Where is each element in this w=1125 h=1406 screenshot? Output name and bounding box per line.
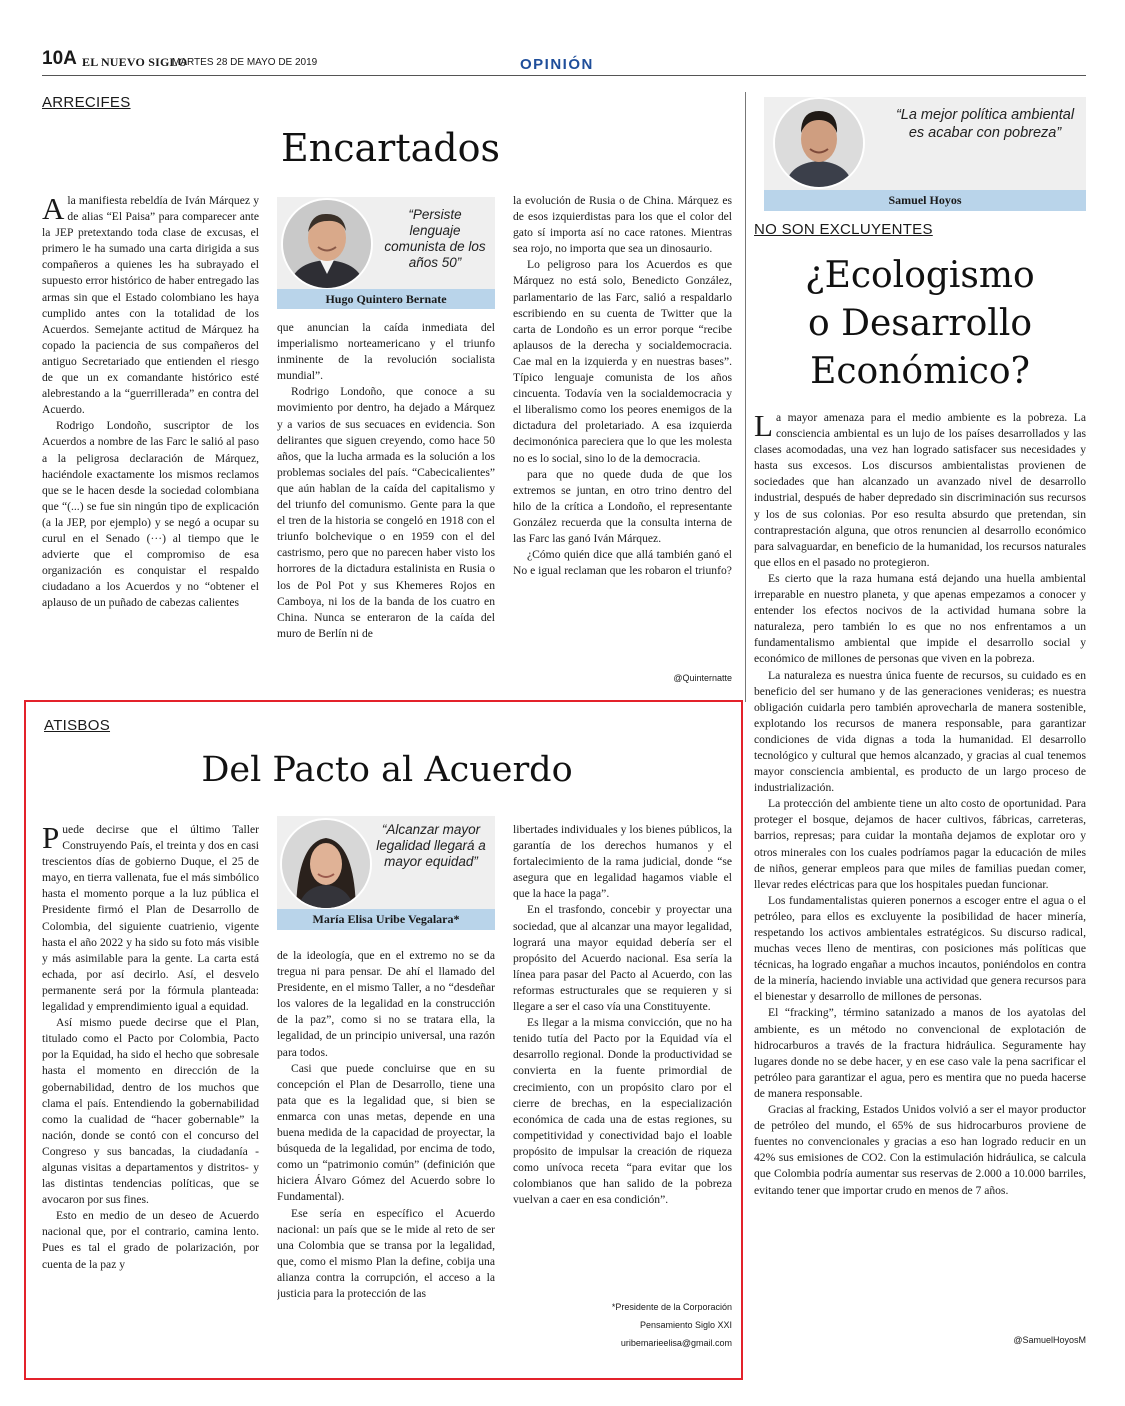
column-divider <box>745 92 746 702</box>
signoff-line: *Presidente de la Corporación <box>611 1302 732 1312</box>
article1-paragraph: para que no quede duda de que los extremos se juntan, en otro trino dentro del hilo de la crítica a Londoño, el representante González recuerda que la consulta interna de las Farc las ganó Iván Márquez. <box>513 467 732 545</box>
article1-paragraph: Ala manifiesta rebeldía de Iván Márquez y de alias “El Paisa” para comparecer ante la JEP pretextando toda clase de excusas, el primero le ha sumado una carta dirigida a sus compañeros a quienes les ha subrayado el supuesto error histórico de haber entregado las armas sin que el Estado colombiano les haya cumplido antes con la totalidad de los Acuerdos. Semejante actitud de Márquez ha copado la paciencia de sus compañeros del antiguo Secretariado que entienden el riesgo de que un ex comandante histórico esté alebrestando a la “guerrillerada” en contra del Acuerdo. <box>42 193 259 417</box>
article3-pullquote-text: “Alcanzar mayor legalidad llegará a mayor equidad” <box>376 822 486 869</box>
article3-dropcap: P <box>42 822 60 855</box>
article3-paragraph: Esto en medio de un deseo de Acuerdo nacional que, por el contrario, camina lento. Pues es tal el grado de polarización, por cuenta de la paz y <box>42 1209 259 1271</box>
article2-dropcap: L <box>754 410 773 443</box>
section-title: OPINIÓN <box>520 56 594 73</box>
article3-col2 <box>277 948 495 1352</box>
article1-col2 <box>277 320 495 686</box>
article3-paragraph: Ese sería en específico el Acuerdo nacional: un país que se le mide al reto de ser una Colombia que se transa por la legalidad, que, como el mismo Plan la define, cobija una alianza contra la corrupción, el acceso a la justicia para la protección de las <box>277 1206 495 1300</box>
article2-paragraph: La mayor amenaza para el medio ambiente es la pobreza. La consciencia ambiental es un lujo de los países desarrollados y las clases acomodadas, una vez han logrado satisfacer sus necesidades y hasta sus excesos. Los discursos ambientalistas provienen de sociedades que han alcanzado un avanzado nivel de desarrollo industrial, después de haber depredado sin discriminación sus recursos y los de sus colonias. Por eso resulta absurdo que pretendan, sin contraprestación alguna, que otros renuncien al desarrollo económico para salvaguardar, en beneficio de la humanidad, los recursos naturales que ellos en el pasado no protegieron. <box>754 410 1086 569</box>
article1-dropcap: A <box>42 193 65 226</box>
signoff-line: Pensamiento Siglo XXI <box>639 1320 732 1330</box>
article2-twitter-handle[interactable]: @SamuelHoyosM <box>1013 1335 1086 1345</box>
article2-paragraph: Los fundamentalistas quieren ponernos a escoger entre el agua o el petróleo, para ellos es excluyente la posibilidad de hacer minería, respetando los activos ambientales estratégicos. Su discurso radical, muchas veces lleno de mentiras, con posiciones más políticas que técnicas, ha logrado engañar a muchos incautos, poniéndolos en contra de la minería, haciendo inviable una actividad que genera recursos para el bienestar y desarrollo de millones de personas. <box>754 893 1086 1004</box>
article3-author-name: María Elisa Uribe Vegalara* <box>277 909 495 930</box>
article1-paragraph: Rodrigo Londoño, suscriptor de los Acuerdos a nombre de las Farc le salió al paso a la peligrosa declaración de Márquez, haciéndole exactamente los mismos reclamos que se le hacen desde la sociedad colombiana que “(...) se fue sin ningún tipo de explicación (a la JEP, por ejemplo) y se negó a ocupar su curul en el Senado (···) al tiempo que le advierte que el compromiso de esa organización es conquistar el respaldo ciudadano a los Acuerdos y no “obtener el aplauso de un puñado de cabezas calientes <box>42 419 259 610</box>
article2-author-name: Samuel Hoyos <box>764 190 1086 211</box>
article3-paragraph: Es llegar a la misma convicción, que no ha tenido tutía del Pacto por la Equidad vía el desarrollo regional. Donde la productividad se convierta en la fuente primordial de crecimiento, con un propósito claro por el cierre de brechas, en la especialización económica de cada una de estas regiones, su competitividad y conectividad bajo el loable propósito de impulsar la creación de riqueza como unívoca receta “para evitar que los colombianos que han salido de la pobreza vuelvan a caer en esa condición”. <box>513 1016 732 1207</box>
article1-kicker: ARRECIFES <box>42 94 131 111</box>
article1-paragraph: Rodrigo Londoño, que conoce a su movimiento por dentro, ha dejado a Márquez y a varios de sus secuaces en evidencia. Son delirantes que siguen creyendo, como hace 50 años, que la lucha armada es la solución a los problemas sociales del país. “Cabecicalientes” que aún hablan de la caída del capitalismo y del triunfo del comunismo. Gente para la que el tren de la historia se congeló en 1918 con el triunfo bolchevique o en 1959 con el del castrismo, pero que no parecen haber visto los horrores de la dictadura estalinista en Rusia o los de Pol Pot y sus Khemeres Rojos en Camboya, ni los de la banda de los cuatro en China. Nunca se enteraron de la caída del muro de Berlín ni de <box>277 385 495 640</box>
article2-body <box>754 410 1086 1330</box>
publication-name: EL NUEVO SIGLO <box>82 55 188 69</box>
article2-title: ¿Ecologismo o Desarrollo Económico? <box>805 255 1035 392</box>
article1-paragraph: que anuncian la caída inmediata del imperialismo norteamericano y el triunfo inminente de la revolución socialista mundial”. <box>277 321 495 383</box>
article1-twitter-handle[interactable]: @Quinternatte <box>673 673 732 683</box>
article2-kicker: NO SON EXCLUYENTES <box>754 221 933 238</box>
article3-col3 <box>513 822 732 1300</box>
article3-title: Del Pacto al Acuerdo <box>201 750 573 790</box>
article1-col3 <box>513 193 732 667</box>
article2-paragraph: La protección del ambiente tiene un alto costo de oportunidad. Para proteger el bosque, dejamos de hacer cultivos, fábricas, carreteras, barrios, represas; para cuidar la montaña dejamos de explotar oro y otros minerales con los cuales podríamos pagar la educación de miles de niños, generar empleos para que miles de familias puedan comer, llevar redes eléctricas para que los hospitales puedan funcionar. <box>754 797 1086 891</box>
article3-paragraph: Puede decirse que el último Taller Construyendo País, el treinta y dos en casi trescientos días de gobierno Duque, el 25 de mayo, en tierra vallenata, fue el más simbólico hasta el momento porque a la luz pública el Presidente firmó el Plan de Desarrollo de Colombia, del siguiente cuatrienio, vigente hasta el año 2022 y ha sido su foto más visible y más asimilable para la gente. La carta está echada, por así decirlo. Así, el desvelo permanente será por la fórmula planteada: legalidad y emprendimiento igual a equidad. <box>42 822 259 1014</box>
author-portrait-maria-elisa <box>280 818 372 910</box>
issue-date: MARTES 28 DE MAYO DE 2019 <box>172 57 318 68</box>
page-number: 10A <box>42 48 77 69</box>
author-portrait-samuel <box>773 97 865 189</box>
author-portrait-hugo <box>281 198 373 290</box>
article1-paragraph: Lo peligroso para los Acuerdos es que Márquez no está solo, Benedicto González, parlamentario de las Farc, salió a respaldarlo escribiendo en su cuenta de Twitter que la carta de Londoño es un error porque “recibe aplausos de la derecha y socialdemocracia. Cae mal en la izquierda y en nuestras bases”. Típico lenguaje comunista de los años cincuenta. Todavía ven la socialdemocracia y el liberalismo como los peores enemigos de la dictadura del proletariado. A esa izquierda decimonónica pareciera que lo que les molesta no es lo social, sino lo de la democracia. <box>513 258 732 465</box>
article2-paragraph: El “fracking”, término satanizado a manos de los ayatolas del ambiente, es un método no convencional de explotación de hidrocarburos a través de la fractura hidráulica. Seguramente hay lugares donde no se debe hacer, y en ese caso vale la pena sacrificar el petróleo para garantizar el agua, pero es mentira que no pueda hacerse de manera responsable. <box>754 1006 1086 1100</box>
article3-signoff <box>533 1298 732 1352</box>
article3-paragraph: Así mismo puede decirse que el Plan, titulado como el Pacto por Colombia, Pacto por la Equidad, ha sido el hecho que sobresale hasta el momento en dirección de la gobernabilidad, dentro de los muchos que clama el país. Entendiendo la gobernabilidad como la cualidad de “hacer gobernable” la nación, donde se contó con el concurso del Congreso y sus bancadas, la ciudadanía -algunas visitas a departamentos y distritos- y las distintas tendencias políticas, que se avocaron por sus fines. <box>42 1016 259 1207</box>
article3-kicker: ATISBOS <box>44 717 111 734</box>
article2-paragraph: Gracias al fracking, Estados Unidos volvió a ser el mayor productor de petróleo del mundo, el 65% de sus hidrocarburos proviene de fuentes no convencionales y gracias a eso han logrado reducir en un 42% sus emisiones de CO2. Con la estimulación hidráulica, se calcula que Colombia podría aumentar sus reservas de 2.000 a 10.000 barriles, evitando tener que importar crudo en menos de 7 años. <box>754 1103 1086 1197</box>
article3-paragraph: libertades individuales y los bienes públicos, la garantía de los derechos humanos y el fortalecimiento de la rama judicial, donde “se asegura que en legalidad hagamos viable el que la hace la paga”. <box>513 823 732 901</box>
article2-paragraph: La naturaleza es nuestra única fuente de recursos, su cuidado es en beneficio del ser humano y de las generaciones venideras; es nuestra obligación cuidarla pero también aprovecharla de manera sostenible, explotando los recursos de manera responsable, para garantizar condiciones de vida dignas a toda la humanidad. El desarrollo tecnológico y cultural que hemos alcanzado, y gracias al cual tenemos mayor consciencia ambiental, es producto de un largo proceso de industrialización. <box>754 668 1086 795</box>
article3-paragraph: de la ideología, que en el extremo no se da tregua ni para pensar. De ahí el llamado del Presidente, en el mismo Taller, a no “desdeñar los valores de la legalidad en la construcción de la paz”, como si no se tratara ella, la legalidad, de un principio universal, una razón para todos. <box>277 949 495 1059</box>
article1-pullquote-text: “Persiste lenguaje comunista de los años 50” <box>384 207 486 270</box>
article2-paragraph: Es cierto que la raza humana está dejando una huella ambiental irreparable en nuestro planeta, y que apenas empezamos a conocer y entender los efectos nocivos de la actividad humana sobre la naturaleza, pero también lo es que no nos enfrentamos a un fundamentalismo ambiental que impide el desarrollo social y económico de millones de personas que viven en la pobreza. <box>754 571 1086 666</box>
article1-author-name: Hugo Quintero Bernate <box>277 289 495 309</box>
author-email-link[interactable]: uribemarieelisa@gmail.com <box>620 1338 732 1348</box>
article3-paragraph: En el trasfondo, concebir y proyectar una sociedad, que al alcanzar una mayor legalidad, logrará una mayor equidad debería ser el propósito del Acuerdo nacional. Esa sería la línea para pasar del Pacto al Acuerdo, con las reformas estructurales que se requieren y si llegare a ser el caso vía una Constituyente. <box>513 903 732 1014</box>
article1-paragraph: ¿Cómo quién dice que allá también ganó el No e igual reclaman que les robaron el triunfo? <box>513 548 732 578</box>
article1-paragraph: la evolución de Rusia o de China. Márquez es de esos izquierdistas para los que el color del gato sí importa así no cace ratones. Mientras sea rojo, no importa que sea un dinosaurio. <box>513 194 732 256</box>
header-rule <box>42 75 1086 76</box>
article1-col1 <box>42 193 259 686</box>
article2-pullquote-text: “La mejor política ambiental es acabar con pobreza” <box>895 107 1075 141</box>
article3-col1 <box>42 822 259 1352</box>
article1-title: Encartados <box>281 126 500 170</box>
article3-paragraph: Casi que puede concluirse que en su concepción el Plan de Desarrollo, tiene una pata que es la legalidad que, si bien se enmarca con unas metas, depende en una buena medida de la capacidad de proyectar, la búsqueda de la legalidad, por encima de todo, como un “patrimonio común” (definición que hiciera Álvaro Gómez del Acuerdo sobre lo Fundamental). <box>277 1061 495 1204</box>
